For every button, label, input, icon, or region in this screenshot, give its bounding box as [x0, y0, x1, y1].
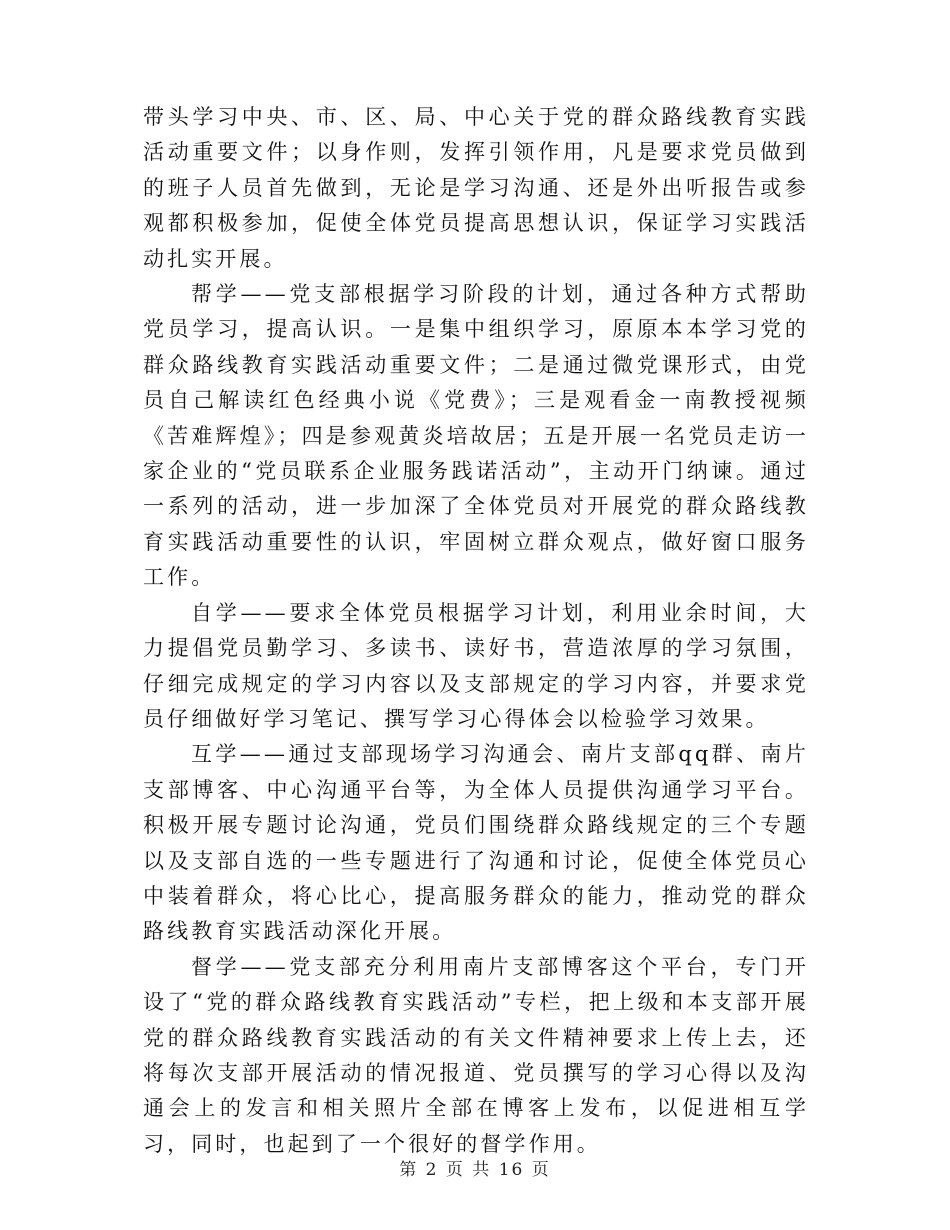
paragraph-continuation: 带头学习中央、市、区、局、中心关于党的群众路线教育实践活动重要文件；以身作则，发挥引领作用，凡是要求党员做到的班子人员首先做到，无论是学习沟通、还是外出听报告或参观都积极参加，促使全体党员提高思想认识，保证学习实践活动扎实开展。 [143, 105, 809, 271]
paragraph-huxue: 互学——通过支部现场学习沟通会、南片支部qq群、南片支部博客、中心沟通平台等，为全体人员提供沟通学习平台。积极开展专题讨论沟通，党员们围绕群众路线规定的三个专题以及支部自选的一些专题进行了沟通和讨论，促使全体党员心中装着群众，将心比心，提高服务群众的能力，推动党的群众路线教育实践活动深化开展。 [143, 742, 809, 944]
paragraph-bangxue: 帮学——党支部根据学习阶段的计划，通过各种方式帮助党员学习，提高认识。一是集中组织学习，原原本本学习党的群众路线教育实践活动重要文件；二是通过微党课形式，由党员自己解读红色经典小说《党费》；三是观看金一南教授视频《苦难辉煌》；四是参观黄炎培故居；五是开展一名党员走访一家企业的“党员联系企业服务践诺活动”，主动开门纳谏。通过一系列的活动，进一步加深了全体党员对开展党的群众路线教育实践活动重要性的认识，牢固树立群众观点，做好窗口服务工作。 [143, 282, 809, 590]
document-body [143, 100, 809, 1162]
paragraph-zixue: 自学——要求全体党员根据学习计划，利用业余时间，大力提倡党员勤学习、多读书、读好书，营造浓厚的学习氛围，仔细完成规定的学习内容以及支部规定的学习内容，并要求党员仔细做好学习笔记、撰写学习心得体会以检验学习效果。 [143, 600, 809, 731]
page-number-footer: 第 2 页 共 16 页 [399, 1160, 551, 1180]
paragraph-duxue: 督学——党支部充分利用南片支部博客这个平台，专门开设了“党的群众路线教育实践活动”专栏，把上级和本支部开展党的群众路线教育实践活动的有关文件精神要求上传上去，还将每次支部开展活动的情况报道、党员撰写的学习心得以及沟通会上的发言和相关照片全部在博客上发布，以促进相互学习，同时，也起到了一个很好的督学作用。 [143, 954, 809, 1156]
